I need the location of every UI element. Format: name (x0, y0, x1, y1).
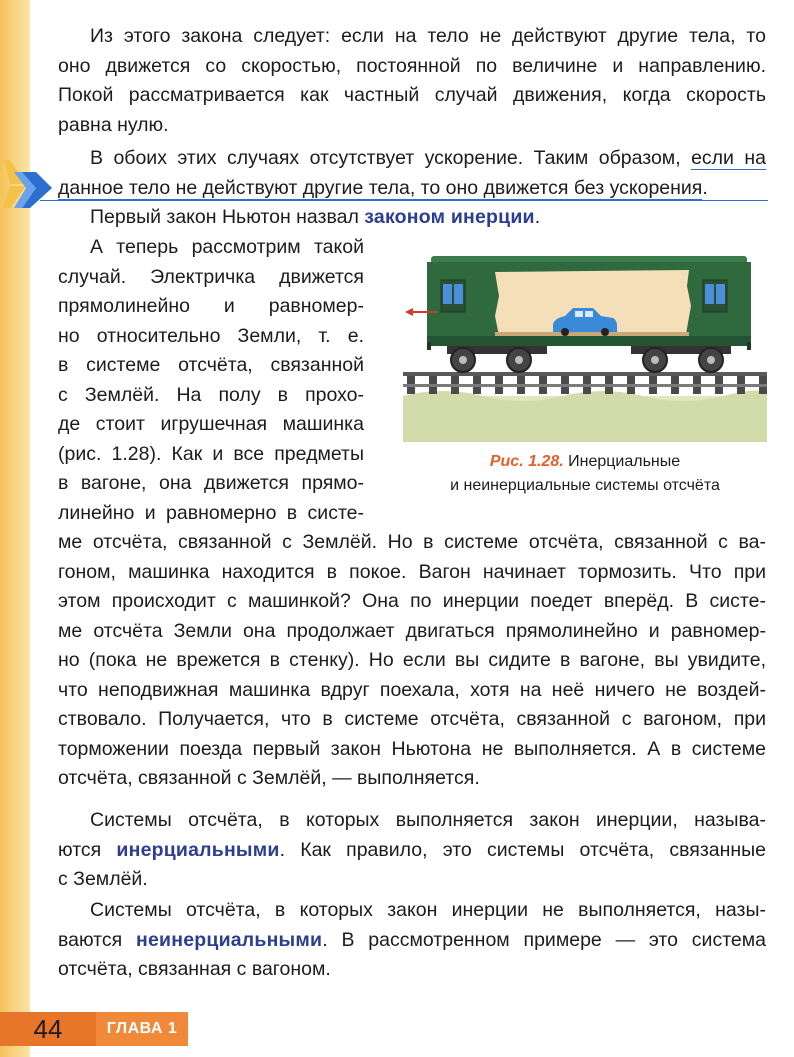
text-line: Системы отсчёта, в которых закон инерции не выполняется, назы- (90, 899, 766, 921)
underlined-rule: данное тело не действуют другие тела, то оно движется без ускорения (58, 176, 703, 199)
text-line: ствовало. Получается, что в системе отсчёта, связанной с вагоном, при (58, 708, 766, 730)
train-wagon-illustration (403, 246, 767, 442)
text-line: в вагоне, она движется прямо- (58, 472, 364, 494)
underlined-rule: если на (691, 147, 766, 169)
paragraph-1 (58, 22, 766, 140)
term-inertial: инерциальными (116, 838, 280, 861)
text-line: равна нулю. (58, 113, 169, 136)
text-line: Покой рассматривается как частный случай движения, когда скорость (58, 84, 766, 106)
figure-number: Рис. 1.28. (489, 453, 564, 470)
caption-text: Инерциальные (563, 453, 681, 470)
text-span: . (702, 176, 708, 199)
text-line: с Землёй. На полу в прохо- (58, 383, 364, 406)
paragraph-3 (58, 203, 766, 233)
text-line: А теперь рассмотрим такой (90, 236, 364, 258)
paragraph-4-left-column (58, 233, 364, 528)
text-line: этом происходит с машинкой? Она по инерции поедет вперёд. В систе- (58, 590, 766, 612)
text-line: (рис. 1.28). Как и все предметы (58, 442, 364, 465)
figure-caption (403, 450, 767, 498)
text-span: В обоих этих случаях отсутствует ускорение. Таким образом, (90, 147, 692, 169)
text-line: гоном, машинка находится в покое. Вагон начинает тормозить. Что при (58, 560, 766, 583)
paragraph-4-continued (58, 528, 766, 794)
text-span: Первый закон Ньютон назвал (90, 206, 365, 228)
text-line: ме отсчёта Земли она продолжает двигаться прямолинейно и равномер- (58, 619, 766, 642)
text-line: но (пока не врежется в стенку). Но если вы сидите в вагоне, вы увидите, (58, 649, 766, 671)
caption-text: и неинерциальные системы отсчёта (450, 477, 720, 494)
text-line: отсчёта, связанная с вагоном. (58, 958, 331, 980)
text-span: ваются (58, 928, 137, 951)
text-line: прямолинейно и равномер- (58, 295, 364, 317)
text-line: линейно и равномерно в систе- (58, 501, 364, 524)
arrow-icon (0, 150, 56, 220)
text-span: . (534, 206, 541, 228)
text-span: ются (58, 838, 117, 861)
chapter-label: ГЛАВА 1 (96, 1012, 188, 1046)
text-line: в системе отсчёта, связанной (58, 354, 364, 376)
text-line: отсчёта, связанной с Землёй, — выполняется. (58, 767, 480, 789)
text-line: случай. Электричка движется (58, 265, 364, 288)
text-line: Системы отсчёта, в которых выполняется закон инерции, называ- (90, 809, 766, 831)
text-span: . Как правило, это системы отсчёта, связанные (279, 838, 766, 861)
text-line: ме отсчёта, связанной с Землёй. Но в системе отсчёта, связанной с ва- (58, 531, 766, 553)
text-line: но относительно Земли, т. е. (58, 324, 364, 347)
text-line (58, 203, 766, 233)
text-line: де стоит игрушечная машинка (58, 413, 364, 435)
rule-underline (40, 200, 768, 201)
text-line (58, 836, 766, 866)
term-noninertial: неинерциальными (136, 928, 323, 951)
text-line (58, 144, 766, 174)
text-line (58, 174, 766, 204)
text-line: что неподвижная машинка вдруг поехала, хотя на неё ничего не воздей- (58, 678, 766, 701)
text-line: оно движется со скоростью, постоянной по величине и направлению. (58, 54, 766, 77)
text-line (58, 926, 766, 956)
term-inertia-law: законом инерции (364, 206, 535, 228)
page-number: 44 (0, 1012, 96, 1046)
paragraph-5 (58, 806, 766, 895)
paragraph-2 (58, 144, 766, 203)
text-line: с Землёй. (58, 868, 148, 890)
text-line: Из этого закона следует: если на тело не действуют другие тела, то (90, 25, 766, 47)
paragraph-6 (58, 896, 766, 985)
text-line: торможении поезда первый закон Ньютона не выполняется. А в системе (58, 737, 766, 760)
text-span: . В рассмотренном примере — это система (322, 928, 767, 951)
